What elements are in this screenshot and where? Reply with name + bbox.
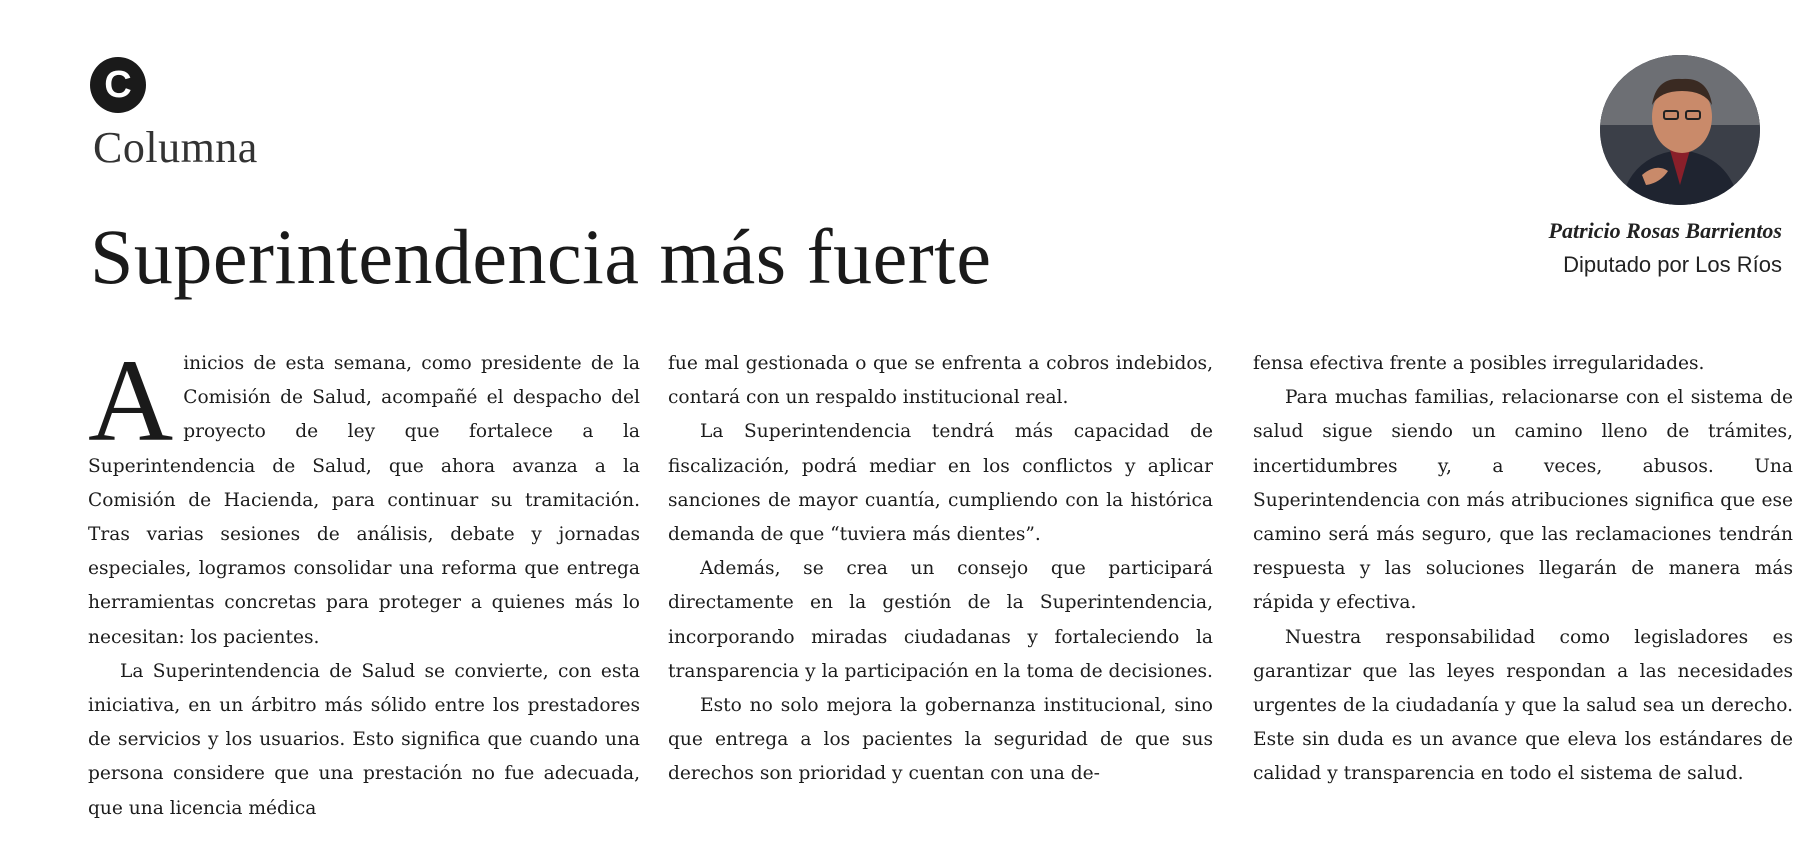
- paragraph: Esto no solo mejora la gobernanza institucional, sino que entrega a los pacientes la seguridad de que sus derechos son prioridad y cuentan con una de-: [668, 695, 1213, 785]
- drop-cap: A: [88, 335, 174, 466]
- paragraph: Además, se crea un consejo que participará directamente en la gestión de la Superintendencia, incorporando miradas ciudadanas y fortaleciendo la transparencia y la participación en la toma de decisiones.: [668, 558, 1213, 682]
- paragraph: Para muchas familias, relacionarse con el sistema de salud sigue siendo un camino lleno de trámites, incertidumbres y, a veces, abusos. Una Superintendencia con más atribuciones significa que ese camino será más seguro, que las reclamaciones tendrán respuesta y las soluciones llegarán de manera más rápida y efectiva.: [1253, 387, 1793, 614]
- paragraph: La Superintendencia tendrá más capacidad de fiscalización, podrá mediar en los conflictos y aplicar sanciones de mayor cuantía, cumpliendo con la histórica demanda de que “tuviera más dientes”.: [668, 421, 1213, 546]
- paragraph: [88, 335, 640, 655]
- author-role: Diputado por Los Ríos: [1563, 252, 1782, 277]
- author-photo: [1600, 55, 1760, 205]
- section-label: Columna: [93, 123, 258, 172]
- article-column-2: [668, 347, 1213, 792]
- paragraph: fensa efectiva frente a posibles irregularidades.: [1253, 353, 1705, 374]
- article-column-3: [1253, 347, 1793, 792]
- author-name: Patricio Rosas Barrientos: [1548, 218, 1782, 243]
- article-headline: Superintendencia más fuerte: [90, 213, 992, 300]
- paragraph: Nuestra responsabilidad como legisladores es garantizar que las leyes respondan a las necesidades urgentes de la ciudadanía y que la salud sea un derecho. Este sin duda es un avance que eleva los estándares de calidad y transparencia en todo el sistema de salud.: [1253, 626, 1793, 785]
- section-badge: C: [90, 57, 146, 113]
- article-column-1: [88, 335, 640, 826]
- paragraph: La Superintendencia de Salud se convierte, con esta iniciativa, en un árbitro más sólido entre los prestadores de servicios y los usuarios. Esto significa que cuando una persona considere que una prestación no fue adecuada, que una licencia médica: [88, 660, 640, 819]
- paragraph: fue mal gestionada o que se enfrenta a cobros indebidos, contará con un respaldo institucional real.: [668, 353, 1213, 409]
- paragraph-text: inicios de esta semana, como presidente de la Comisión de Salud, acompañé el despacho del proyecto de ley que fortalece a la Superintendencia de Salud, que ahora avanza a la Comisión de Hacienda, para continuar su tramitación. Tras varias sesiones de análisis, debate y jornadas especiales, logramos consolidar una reforma que entrega herramientas concretas para proteger a quienes más lo necesitan: los pacientes.: [88, 353, 640, 648]
